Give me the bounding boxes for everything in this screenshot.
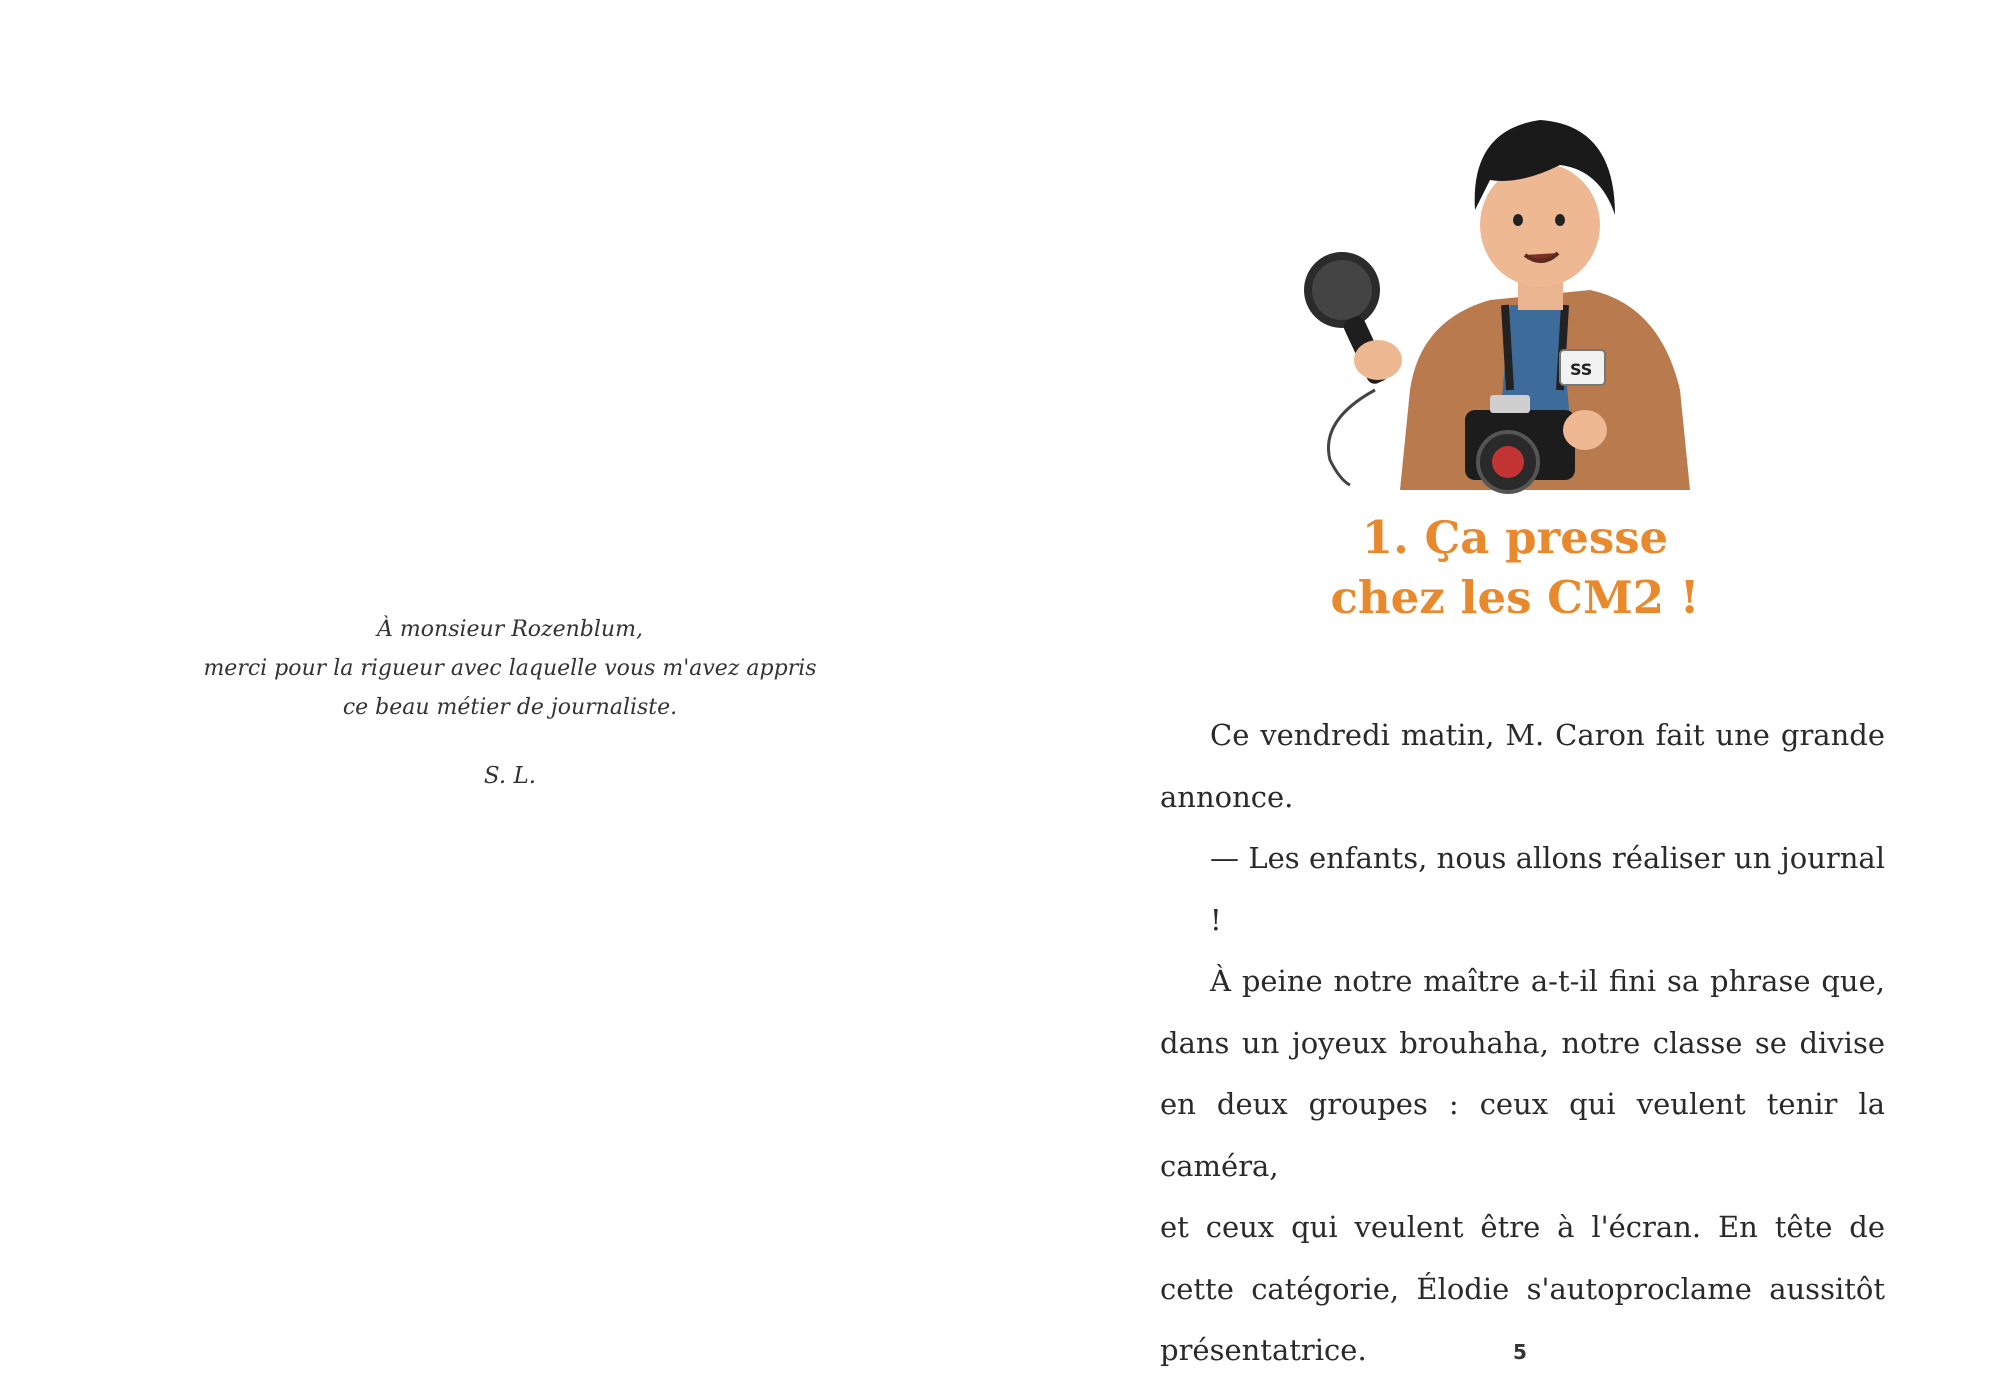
press-badge-text: SS [1570,360,1593,379]
body-line: Ce vendredi matin, M. Caron fait une grande [1210,718,1885,752]
dedication-line: À monsieur Rozenblum, [377,617,643,642]
chapter-title-line: chez les CM2 ! [1330,571,1700,624]
body-line: et ceux qui veulent être à l'écran. En tête de [1160,1210,1885,1244]
dedication [150,610,870,796]
child-reporter-illustration [1260,90,1720,520]
chapter-body [1160,705,1885,1382]
body-line: annonce. [1160,779,1294,814]
right-page [1005,0,2010,1400]
body-line: cette catégorie, Élodie s'autoproclame aussitôt [1160,1271,1885,1306]
chapter-title [1250,508,1780,628]
body-line: À peine notre maître a-t-il fini sa phrase que, [1210,964,1885,998]
body-line: — Les enfants, nous allons réaliser un journal ! [1210,841,1885,937]
body-line: dans un joyeux brouhaha, notre classe se divise [1160,1025,1885,1060]
dedication-signature: S. L. [483,763,537,789]
chapter-title-line: 1. Ça presse [1361,511,1669,564]
body-line: présentatrice. [1160,1333,1367,1367]
dedication-line: merci pour la rigueur avec laquelle vous m'avez appris [203,656,817,681]
dedication-line: ce beau métier de journaliste. [342,695,678,720]
page-number: 5 [1513,1340,1527,1364]
body-line: en deux groupes : ceux qui veulent tenir la caméra, [1160,1087,1885,1183]
